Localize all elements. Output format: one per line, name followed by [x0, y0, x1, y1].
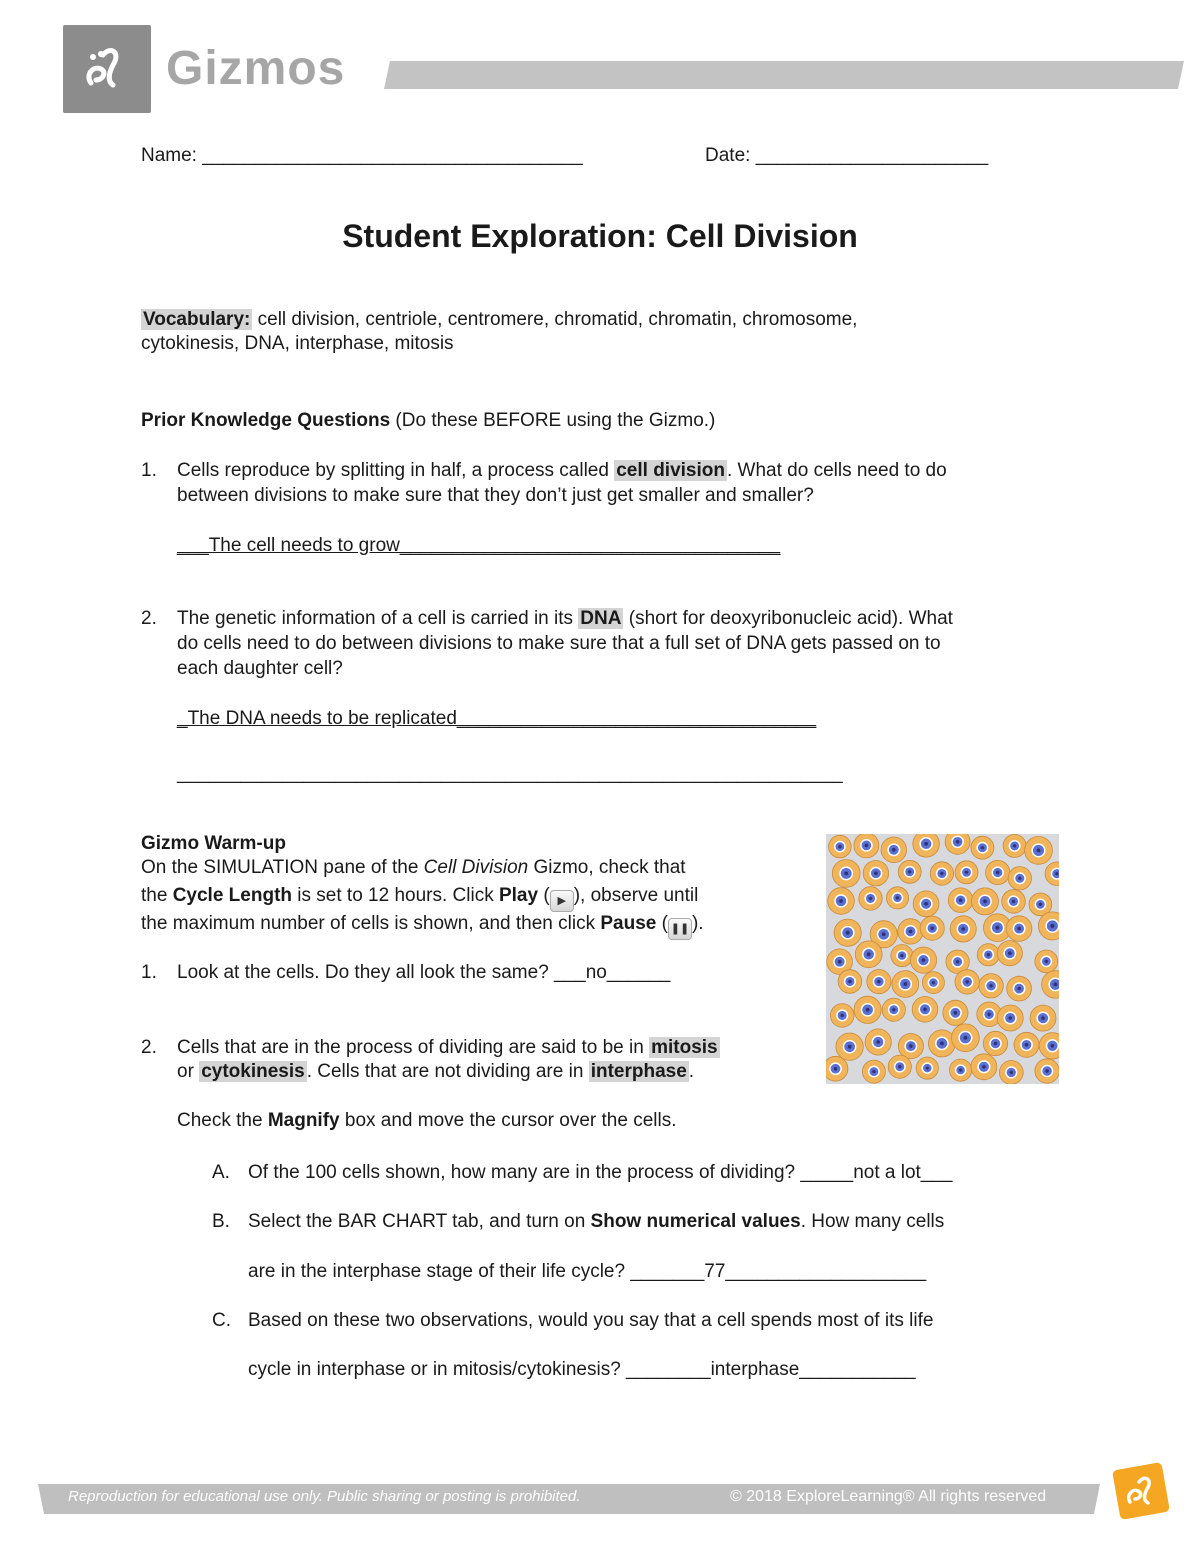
cell-nucleolus	[908, 870, 911, 873]
vocabulary-line1: Vocabulary: cell division, centriole, centromere, chromatid, chromatin, chromosome,	[143, 309, 858, 330]
prior-heading: Prior Knowledge Questions (Do these BEFORE using the Gizmo.)	[141, 410, 716, 431]
warmup-line1: On the SIMULATION pane of the Cell Division Gizmo, check that	[141, 857, 686, 878]
vocabulary-label: Vocabulary:	[143, 309, 251, 330]
cell-nucleolus	[872, 1070, 875, 1073]
cell-nucleolus	[848, 1045, 852, 1049]
cell-nucleolus	[882, 932, 886, 936]
cell-nucleolus	[838, 845, 841, 848]
cell-nucleolus	[1008, 1016, 1012, 1020]
warmup-question-1: 1. Look at the cells. Do they all look the same? ___no______	[141, 962, 671, 983]
warmup-line3: the maximum number of cells is shown, and then click Pause ( ❚❚ ).	[141, 912, 704, 940]
cell-nucleolus	[869, 897, 872, 900]
cell-nucleolus	[839, 899, 843, 903]
cell-nucleolus	[966, 980, 969, 983]
cell-nucleolus	[865, 844, 869, 848]
question-2: 2. The genetic information of a cell is carried in its DNA (short for deoxyribonucleic acid). What	[141, 608, 953, 629]
cell-nucleolus	[961, 927, 965, 931]
cell-nucleolus	[898, 1065, 901, 1068]
header-bar	[384, 61, 1184, 89]
cell-nucleolus	[1017, 987, 1020, 990]
footer-copyright: © 2018 ExploreLearning® All rights reserved	[730, 1488, 1047, 1505]
cell-nucleolus	[1041, 1016, 1045, 1020]
cell-nucleolus	[996, 926, 1000, 930]
cell-nucleolus	[987, 953, 990, 956]
cell-nucleolus	[987, 1013, 990, 1016]
answer-1: ___The cell needs to grow____________________________________	[177, 535, 781, 556]
cell-nucleolus	[1037, 849, 1041, 853]
cell-nucleolus	[983, 900, 987, 904]
cell-nucleolus	[876, 1040, 880, 1044]
cell-nucleolus	[931, 927, 934, 930]
cell-nucleolus	[965, 871, 968, 874]
cell-nucleolus	[964, 1036, 968, 1040]
cell-nucleolus	[909, 930, 913, 934]
cell-nucleolus	[892, 848, 896, 852]
warmup-question-2: 2. Cells that are in the process of dividing are said to be in mitosis	[141, 1037, 718, 1058]
cell-nucleolus	[989, 984, 992, 987]
cell-nucleolus	[892, 1008, 895, 1011]
cell-nucleolus	[959, 899, 962, 902]
pause-icon: ❚❚	[668, 918, 692, 940]
cell-nucleolus	[844, 872, 848, 876]
cell-nucleolus	[900, 954, 903, 957]
cell-nucleolus	[1018, 877, 1021, 880]
warmup-question-2-line2: or cytokinesis . Cells that are not dividing are in interphase .	[177, 1061, 695, 1082]
cell-nucleolus	[956, 840, 959, 843]
name-field: Name: ____________________________________	[141, 145, 583, 166]
cell-nucleolus	[924, 902, 928, 906]
sub-question-c-line2: cycle in interphase or in mitosis/cytokinesis? ________interphase___________	[248, 1359, 916, 1380]
cells-drawing	[826, 834, 1059, 1084]
cell-nucleolus	[940, 872, 943, 875]
answer-2: _The DNA needs to be replicated__________________________________	[177, 708, 817, 729]
cell-nucleolus	[1051, 1044, 1055, 1048]
vocabulary-line2: cytokinesis, DNA, interphase, mitosis	[141, 333, 454, 354]
sub-question-a: A. Of the 100 cells shown, how many are in the process of dividing? _____not a lot___	[212, 1162, 953, 1183]
explorelearning-logo-icon	[1108, 1458, 1174, 1524]
magnify-instruction: Check the Magnify box and move the cursor over the cells.	[177, 1110, 677, 1131]
brand-name: Gizmos	[166, 42, 346, 95]
cell-nucleolus	[926, 1067, 929, 1070]
answer-2-line2: _______________________________________________________________	[177, 763, 843, 784]
cell-nucleolus	[956, 960, 959, 963]
cell-nucleolus	[1012, 900, 1015, 903]
cell-nucleolus	[867, 952, 871, 956]
cell-nucleolus	[846, 931, 850, 935]
cell-nucleolus	[1050, 924, 1054, 928]
play-icon: ▶	[550, 890, 574, 912]
warmup-heading: Gizmo Warm-up	[141, 833, 286, 854]
gizmos-logo	[63, 25, 151, 113]
el-logo-icon	[63, 25, 151, 113]
cell-nucleolus	[954, 1011, 958, 1015]
cell-nucleolus	[924, 842, 928, 846]
cell-nucleolus	[1017, 927, 1021, 931]
cell-nucleolus	[994, 1042, 997, 1045]
cell-nucleolus	[1055, 872, 1058, 875]
cell-nucleolus	[959, 1069, 962, 1072]
cell-nucleolus	[877, 980, 880, 983]
cell-nucleolus	[1045, 960, 1048, 963]
cell-nucleolus	[1045, 1069, 1048, 1072]
cell-nucleolus	[1008, 951, 1012, 955]
cell-nucleolus	[996, 871, 999, 874]
question-2-line2: do cells need to do between divisions to make sure that a full set of DNA gets passed on to	[177, 633, 941, 654]
cell-nucleolus	[1013, 844, 1016, 847]
page-title: Student Exploration: Cell Division	[342, 218, 858, 254]
cell-nucleolus	[874, 871, 878, 875]
warmup-line2: the Cycle Length is set to 12 hours. Click Play ( ▶ ), observe until	[141, 884, 698, 912]
cell-nucleolus	[1025, 1043, 1029, 1047]
cell-simulation-image	[826, 834, 1059, 1084]
cell-nucleolus	[923, 1008, 927, 1012]
cell-nucleolus	[903, 982, 907, 986]
cell-nucleolus	[866, 1008, 870, 1012]
question-2-line3: each daughter cell?	[177, 658, 343, 679]
footer-disclaimer: Reproduction for educational use only. Public sharing or posting is prohibited.	[68, 1488, 581, 1505]
sub-question-c: C. Based on these two observations, would you say that a cell spends most of its life	[212, 1310, 934, 1331]
cell-nucleolus	[1039, 903, 1042, 906]
cell-nucleolus	[922, 958, 926, 962]
cell-nucleolus	[841, 1014, 844, 1017]
sub-question-b: B. Select the BAR CHART tab, and turn on Show numerical values. How many cells	[212, 1211, 945, 1232]
cell-nucleolus	[896, 896, 899, 899]
cell-nucleolus	[932, 981, 935, 984]
cell-nucleolus	[1010, 1071, 1013, 1074]
sub-question-b-line2: are in the interphase stage of their life cycle? _______77___________________	[248, 1261, 927, 1282]
cell-nucleolus	[981, 846, 984, 849]
date-field: Date: ______________________	[705, 145, 989, 166]
question-1: 1. Cells reproduce by splitting in half, a process called cell division . What do cells need to do	[141, 460, 947, 481]
cell-nucleolus	[848, 980, 851, 983]
cell-nucleolus	[1054, 983, 1058, 987]
cell-nucleolus	[834, 1067, 837, 1070]
cell-nucleolus	[940, 1042, 944, 1046]
cell-nucleolus	[982, 1065, 986, 1069]
question-1-line2: between divisions to make sure that they don’t just get smaller and smaller?	[177, 485, 814, 506]
cell-nucleolus	[838, 960, 842, 964]
cell-nucleolus	[909, 1044, 913, 1048]
